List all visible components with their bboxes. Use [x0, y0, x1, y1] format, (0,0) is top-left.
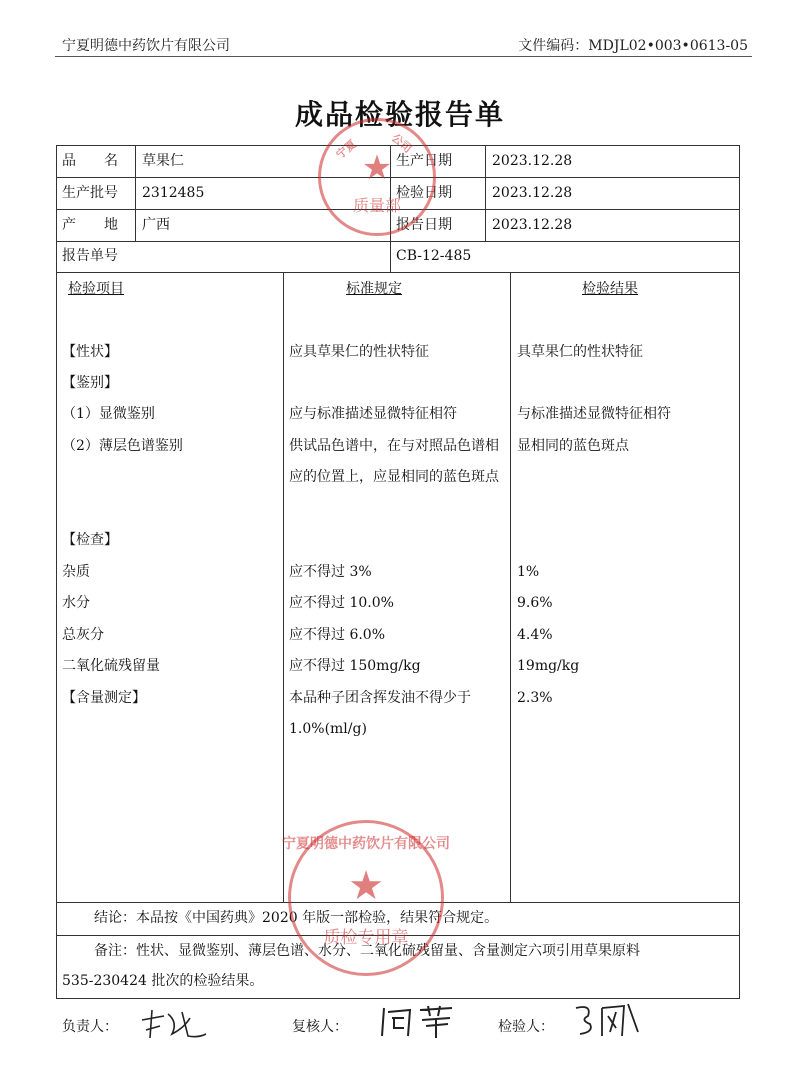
- row-result: 4.4%: [517, 627, 553, 643]
- company-name: 宁夏明德中药饮片有限公司: [62, 38, 230, 54]
- column-header-result: 检验结果: [582, 281, 638, 297]
- row-item: 【含量测定】: [62, 690, 146, 706]
- conclusion: 结论：本品按《中国药典》2020 年版一部检验，结果符合规定。: [94, 910, 499, 926]
- row-result: 2.3%: [517, 690, 553, 706]
- report-no-label: 报告单号: [62, 248, 118, 264]
- row-result: 显相同的蓝色斑点: [517, 438, 629, 454]
- row-result: 具草果仁的性状特征: [517, 344, 643, 360]
- report-date-label: 报告日期: [396, 217, 452, 233]
- file-code: 文件编码：MDJL02•003•0613-05: [518, 38, 748, 54]
- test-date-value: 2023.12.28: [492, 185, 573, 201]
- star-icon: ★: [361, 148, 393, 189]
- row-item: 水分: [62, 595, 90, 611]
- origin-value: 广西: [142, 217, 170, 233]
- remark-line-1: 备注：性状、显微鉴别、薄层色谱、水分、二氧化硫残留量、含量测定六项引用草果原料: [94, 943, 640, 959]
- row-standard: 应不得过 10.0%: [289, 595, 394, 611]
- row-item: 【鉴别】: [62, 375, 118, 391]
- column-header-item: 检验项目: [68, 281, 124, 297]
- company-seal-stamp: 宁夏明德中药饮片有限公司 ★ 质检专用章: [288, 820, 444, 976]
- row-result: 9.6%: [517, 595, 553, 611]
- document-title: 成品检验报告单: [294, 98, 505, 131]
- row-item: 杂质: [62, 564, 90, 580]
- row-result: 与标准描述显微特征相符: [517, 406, 671, 422]
- prod-date-label: 生产日期: [396, 153, 452, 169]
- responsible-signature: [138, 1008, 210, 1042]
- prod-date-value: 2023.12.28: [492, 153, 573, 169]
- batch-value: 2312485: [142, 185, 205, 201]
- report-no-value: CB-12-485: [396, 248, 472, 264]
- header-rule: [55, 56, 752, 57]
- row-item: 总灰分: [62, 627, 104, 643]
- batch-label: 生产批号: [62, 185, 118, 201]
- reviewer-signature: [378, 1004, 458, 1040]
- row-standard: 应具草果仁的性状特征: [289, 344, 429, 360]
- product-label: 品 名: [62, 153, 118, 169]
- row-item: （2）薄层色谱鉴别: [62, 438, 183, 454]
- row-item: （1）显微鉴别: [62, 406, 155, 422]
- origin-label: 产 地: [62, 217, 118, 233]
- inspector-signature: [572, 1002, 642, 1040]
- row-item: 【性状】: [62, 344, 118, 360]
- row-item: 【检查】: [62, 532, 118, 548]
- inspector-label: 检验人：: [498, 1019, 554, 1035]
- test-date-label: 检验日期: [396, 185, 452, 201]
- star-icon: ★: [348, 863, 384, 909]
- remark-line-2: 535-230424 批次的检验结果。: [62, 973, 264, 989]
- row-item: 二氧化硫残留量: [62, 658, 160, 674]
- column-header-standard: 标准规定: [346, 281, 402, 297]
- product-value: 草果仁: [142, 153, 184, 169]
- report-date-value: 2023.12.28: [492, 217, 573, 233]
- row-result: 1%: [517, 564, 540, 580]
- reviewer-label: 复核人：: [292, 1019, 348, 1035]
- row-standard: 应不得过 150mg/kg: [289, 658, 421, 674]
- row-standard: 应不得过 6.0%: [289, 627, 386, 643]
- row-result: 19mg/kg: [517, 658, 580, 674]
- row-standard: 1.0%(ml/g): [289, 721, 367, 737]
- responsible-label: 负责人：: [62, 1019, 118, 1035]
- row-standard: 应不得过 3%: [289, 564, 372, 580]
- row-standard: 应与标准描述显微特征相符: [289, 406, 457, 422]
- qa-department-stamp: 宁夏 公司 ★ 质量部: [318, 118, 436, 236]
- row-standard: 供试品色谱中，在与对照品色谱相: [289, 438, 499, 454]
- row-standard: 应的位置上，应显相同的蓝色斑点: [289, 469, 499, 485]
- row-standard: 本品种子团含挥发油不得少于: [289, 690, 471, 706]
